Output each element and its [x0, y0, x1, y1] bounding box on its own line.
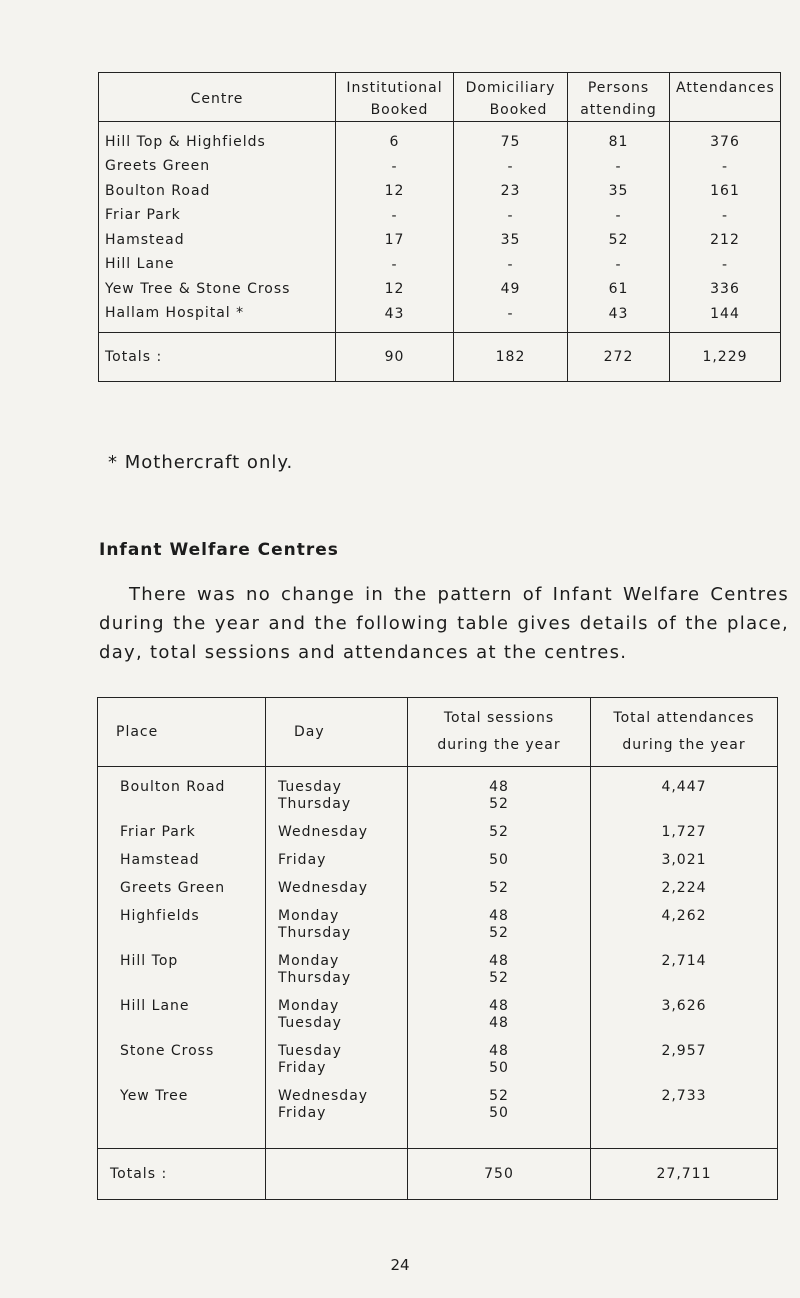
row-session-count: 52: [489, 1088, 509, 1104]
header-sessions: [408, 698, 591, 767]
row-attendances: 212: [670, 228, 781, 253]
footnote: * Mothercraft only.: [108, 452, 294, 473]
header-institutional-line2: Booked: [370, 102, 429, 118]
table-row: [99, 155, 781, 180]
row-attendances: 3,021: [591, 852, 778, 880]
row-place: Stone Cross: [98, 1043, 266, 1088]
row-persons: 61: [568, 277, 670, 302]
row-session-count: 50: [489, 852, 509, 868]
table-row: [98, 998, 778, 1043]
row-place: Highfields: [98, 908, 266, 953]
row-place: Yew Tree: [98, 1088, 266, 1149]
row-sessions: [408, 824, 591, 852]
row-day: Friday: [278, 852, 327, 868]
totals2-day: [266, 1149, 408, 1200]
row-place: Greets Green: [98, 880, 266, 908]
row-day: Monday: [278, 953, 340, 969]
row-place: Boulton Road: [99, 179, 336, 204]
row-days: [266, 852, 408, 880]
row-attendances: 1,727: [591, 824, 778, 852]
row-sessions: [408, 998, 591, 1043]
row-domiciliary: 35: [454, 228, 568, 253]
table2-header-row: [98, 698, 778, 767]
row-attendances: 336: [670, 277, 781, 302]
row-institutional: 6: [336, 122, 454, 155]
table-row: [99, 228, 781, 253]
totals-persons: 272: [568, 333, 670, 382]
row-domiciliary: -: [454, 253, 568, 278]
row-attendances: -: [670, 155, 781, 180]
row-session-count: 48: [489, 953, 509, 969]
table-row: [98, 824, 778, 852]
header-place: Place: [98, 698, 266, 767]
table-row: [98, 852, 778, 880]
row-session-count: 52: [489, 796, 509, 812]
row-day: Wednesday: [278, 1088, 369, 1104]
header-sessions-line1: Total sessions: [443, 710, 555, 726]
table-row: [99, 277, 781, 302]
header-institutional: [336, 73, 454, 122]
row-attendances: 2,224: [591, 880, 778, 908]
table-row: [99, 204, 781, 229]
row-domiciliary: 75: [454, 122, 568, 155]
row-day: Thursday: [278, 796, 352, 812]
row-session-count: 50: [489, 1060, 509, 1076]
table-row: [99, 179, 781, 204]
table-row: [98, 1088, 778, 1149]
row-days: [266, 953, 408, 998]
table-row: [98, 953, 778, 998]
page-number: 24: [390, 1256, 410, 1274]
row-sessions: [408, 1088, 591, 1149]
row-days: [266, 998, 408, 1043]
row-attendances: 144: [670, 302, 781, 333]
header-sessions-line2: during the year: [437, 737, 561, 753]
row-place: Hamstead: [98, 852, 266, 880]
row-institutional: 43: [336, 302, 454, 333]
row-days: [266, 824, 408, 852]
row-persons: -: [568, 253, 670, 278]
row-attendances: 4,447: [591, 767, 778, 825]
row-day: Tuesday: [278, 779, 342, 795]
totals2-sessions: 750: [408, 1149, 591, 1200]
header-domiciliary: [454, 73, 568, 122]
row-days: [266, 767, 408, 825]
row-day: Thursday: [278, 925, 352, 941]
body-paragraph: There was no change in the pattern of Infant Welfare Centres during the year and the following table gives details of the place, day, total sessions and attendances at the centres.: [99, 584, 789, 663]
row-place: Yew Tree & Stone Cross: [99, 277, 336, 302]
row-place: Greets Green: [99, 155, 336, 180]
row-day: Monday: [278, 908, 340, 924]
table-row: [98, 767, 778, 825]
row-day: Tuesday: [278, 1015, 342, 1031]
row-attendances: 161: [670, 179, 781, 204]
row-days: [266, 880, 408, 908]
totals-institutional: 90: [336, 333, 454, 382]
row-domiciliary: 23: [454, 179, 568, 204]
row-session-count: 48: [489, 1043, 509, 1059]
row-persons: 35: [568, 179, 670, 204]
row-attendances: 3,626: [591, 998, 778, 1043]
row-place: Friar Park: [99, 204, 336, 229]
row-place: Hill Top: [98, 953, 266, 998]
table-row: [98, 1043, 778, 1088]
row-session-count: 52: [489, 880, 509, 896]
row-place: Hallam Hospital *: [99, 302, 336, 333]
infant-welfare-table: [97, 697, 778, 1200]
totals-attendances: 1,229: [670, 333, 781, 382]
row-days: [266, 1043, 408, 1088]
row-institutional: -: [336, 155, 454, 180]
row-attendances: 2,957: [591, 1043, 778, 1088]
row-domiciliary: -: [454, 155, 568, 180]
row-attendances: -: [670, 253, 781, 278]
header-attendances: Attendances: [670, 73, 781, 122]
row-institutional: -: [336, 253, 454, 278]
header-domiciliary-line2: Booked: [489, 102, 548, 118]
table-row: [99, 302, 781, 333]
row-persons: 52: [568, 228, 670, 253]
row-attendances: 2,714: [591, 953, 778, 998]
row-attendances: 2,733: [591, 1088, 778, 1149]
header-institutional-line1: Institutional: [346, 80, 443, 96]
header-attendances-line1: Total attendances: [613, 710, 755, 726]
table-row: [99, 122, 781, 155]
row-sessions: [408, 852, 591, 880]
maternity-centres-table: [98, 72, 781, 382]
header-persons-line1: Persons: [587, 80, 650, 96]
row-institutional: 12: [336, 277, 454, 302]
row-place: Friar Park: [98, 824, 266, 852]
row-sessions: [408, 953, 591, 998]
row-sessions: [408, 1043, 591, 1088]
row-day: Tuesday: [278, 1043, 342, 1059]
totals-domiciliary: 182: [454, 333, 568, 382]
row-session-count: 48: [489, 779, 509, 795]
row-persons: 81: [568, 122, 670, 155]
header-persons-line2: attending: [580, 102, 657, 118]
row-attendances: 4,262: [591, 908, 778, 953]
table2-totals-row: [98, 1149, 778, 1200]
row-days: [266, 908, 408, 953]
header-domiciliary-line1: Domiciliary: [465, 80, 556, 96]
row-place: Hamstead: [99, 228, 336, 253]
row-session-count: 48: [489, 998, 509, 1014]
section-heading: Infant Welfare Centres: [99, 540, 339, 560]
row-day: Friday: [278, 1060, 327, 1076]
row-place: Hill Top & Highfields: [99, 122, 336, 155]
row-attendances: -: [670, 204, 781, 229]
row-day: Monday: [278, 998, 340, 1014]
table-row: [99, 253, 781, 278]
row-persons: -: [568, 204, 670, 229]
row-session-count: 52: [489, 824, 509, 840]
table-row: [98, 908, 778, 953]
totals2-label: Totals :: [98, 1149, 266, 1200]
row-session-count: 50: [489, 1105, 509, 1121]
totals2-attendances: 27,711: [591, 1149, 778, 1200]
table-row: [98, 880, 778, 908]
totals-label: Totals :: [99, 333, 336, 382]
row-session-count: 48: [489, 1015, 509, 1031]
row-session-count: 48: [489, 908, 509, 924]
header-attendances-total: [591, 698, 778, 767]
row-days: [266, 1088, 408, 1149]
row-day: Wednesday: [278, 880, 369, 896]
row-domiciliary: -: [454, 302, 568, 333]
row-day: Wednesday: [278, 824, 369, 840]
row-place: Boulton Road: [98, 767, 266, 825]
row-sessions: [408, 767, 591, 825]
row-session-count: 52: [489, 925, 509, 941]
row-day: Friday: [278, 1105, 327, 1121]
row-institutional: -: [336, 204, 454, 229]
row-session-count: 52: [489, 970, 509, 986]
row-place: Hill Lane: [98, 998, 266, 1043]
table1-totals-row: [99, 333, 781, 382]
header-attendances-line2: during the year: [622, 737, 746, 753]
row-sessions: [408, 880, 591, 908]
header-day: Day: [266, 698, 408, 767]
row-institutional: 12: [336, 179, 454, 204]
row-persons: -: [568, 155, 670, 180]
row-day: Thursday: [278, 970, 352, 986]
row-persons: 43: [568, 302, 670, 333]
row-institutional: 17: [336, 228, 454, 253]
row-place: Hill Lane: [99, 253, 336, 278]
header-centre: Centre: [99, 73, 336, 122]
row-domiciliary: 49: [454, 277, 568, 302]
table1-header-row: [99, 73, 781, 122]
header-persons: [568, 73, 670, 122]
row-domiciliary: -: [454, 204, 568, 229]
row-sessions: [408, 908, 591, 953]
row-attendances: 376: [670, 122, 781, 155]
